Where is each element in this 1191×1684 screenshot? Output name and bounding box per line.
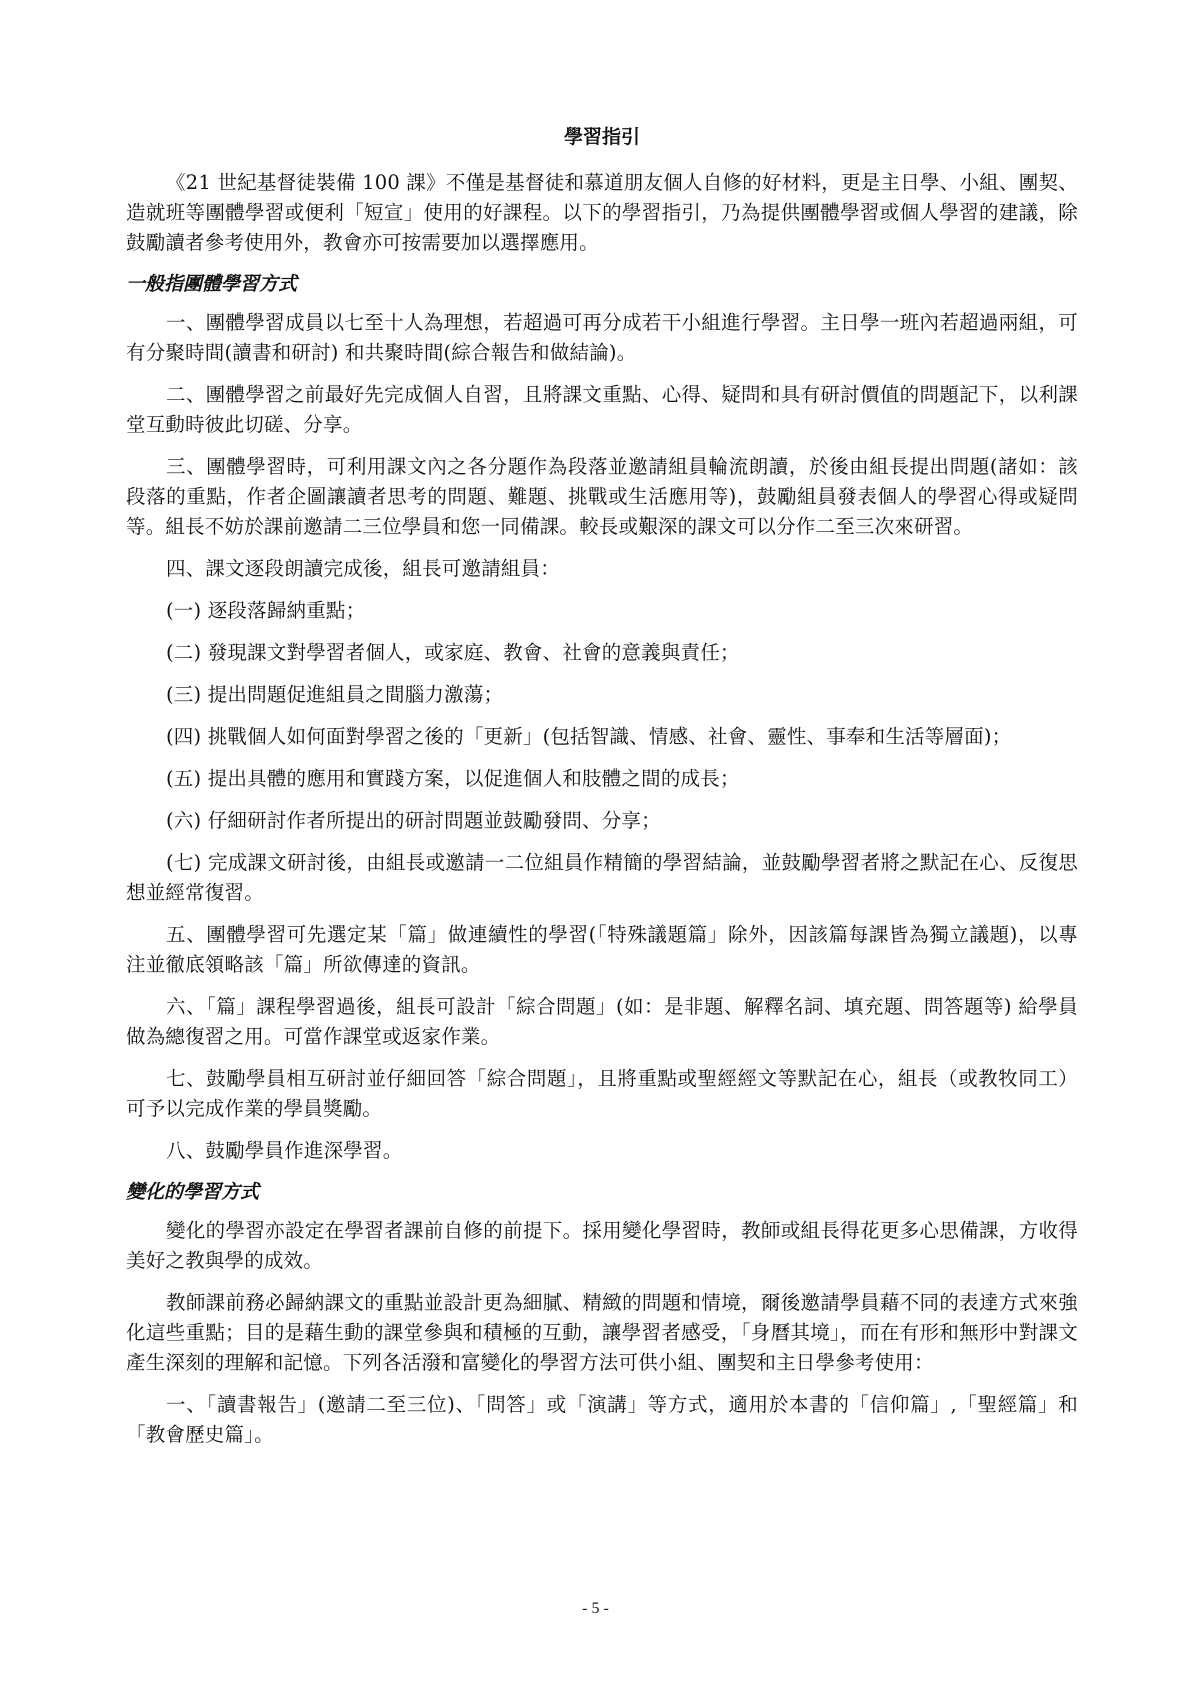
list-item: 六、「篇」課程學習過後，組長可設計「綜合問題」(如：是非題、解釋名詞、填充題、問答題等) 給學員做為總復習之用。可當作課堂或返家作業。 [126, 995, 1078, 1048]
list-item: 七、鼓勵學員相互研討並仔細回答「綜合問題」，且將重點或聖經經文等默記在心，組長（或教牧同工）可予以完成作業的學員獎勵。 [126, 1067, 1078, 1120]
sub-list-item: (一) 逐段落歸納重點； [166, 599, 366, 622]
page-title: 學習指引 [563, 126, 640, 148]
page-content [126, 124, 1078, 1462]
section-heading-group-learning: 一般指團體學習方式 [126, 273, 298, 295]
list-item: 二、團體學習之前最好先完成個人自習，且將課文重點、心得、疑問和具有研討價值的問題記下，以利課堂互動時彼此切磋、分享。 [126, 383, 1078, 436]
list-item: 八、鼓勵學員作進深學習。 [166, 1139, 403, 1162]
sub-list-item: (六) 仔細研討作者所提出的研討問題並鼓勵發問、分享； [166, 809, 661, 832]
body-paragraph: 一、「讀書報告」(邀請二至三位)、「問答」或「演講」等方式，適用於本書的「信仰篇」,「聖經篇」和「教會歷史篇」。 [126, 1393, 1078, 1446]
list-item: 五、團體學習可先選定某「篇」做連續性的學習(「特殊議題篇」除外，因該篇每課皆為獨立議題)，以專注並徹底領略該「篇」所欲傳達的資訊。 [126, 923, 1078, 976]
sub-list-item: (四) 挑戰個人如何面對學習之後的「更新」(包括智識、情感、社會、靈性、事奉和生活等層面)； [166, 725, 1012, 748]
section-heading-varied-learning: 變化的學習方式 [126, 1181, 260, 1203]
body-paragraph: 教師課前務必歸納課文的重點並設計更為細膩、精緻的問題和情境，爾後邀請學員藉不同的表達方式來強化這些重點；目的是藉生動的課堂參與和積極的互動，讓學習者感受，「身曆其境」，而在有形和無形中對課文產生深刻的理解和記憶。下列各活潑和富變化的學習方法可供小組、團契和主日學參考使用： [126, 1291, 1078, 1374]
list-item: 四、課文逐段朗讀完成後，組長可邀請組員： [166, 557, 561, 580]
sub-list-item: (七) 完成課文研討後，由組長或邀請一二位組員作精簡的學習結論，並鼓勵學習者將之默記在心、反復思想並經常復習。 [126, 851, 1078, 904]
sub-list-item: (二) 發現課文對學習者個人，或家庭、教會、社會的意義與責任； [166, 641, 740, 664]
list-item: 一、團體學習成員以七至十人為理想，若超過可再分成若干小組進行學習。主日學一班內若超過兩組，可有分聚時間(讀書和研討) 和共聚時間(綜合報告和做結論)。 [126, 311, 1078, 364]
sub-list-item: (三) 提出問題促進組員之間腦力激蕩； [166, 683, 504, 706]
sub-list-item: (五) 提出具體的應用和實踐方案，以促進個人和肢體之間的成長； [166, 767, 740, 790]
body-paragraph: 變化的學習亦設定在學習者課前自修的前提下。採用變化學習時，教師或組長得花更多心思備課，方收得美好之教與學的成效。 [126, 1219, 1078, 1272]
page-number: - 5 - [582, 1600, 609, 1617]
intro-paragraph: 《21 世紀基督徒裝備 100 課》不僅是基督徒和慕道朋友個人自修的好材料，更是主日學、小組、團契、造就班等團體學習或便利「短宣」使用的好課程。以下的學習指引，乃為提供團體學習或個人學習的建議，除鼓勵讀者參考使用外，教會亦可按需要加以選擇應用。 [126, 171, 1078, 254]
list-item: 三、團體學習時，可利用課文內之各分題作為段落並邀請組員輪流朗讀，於後由組長提出問題(諸如：該段落的重點，作者企圖讓讀者思考的問題、難題、挑戰或生活應用等)，鼓勵組員發表個人的學習心得或疑問等。組長不妨於課前邀請二三位學員和您一同備課。較長或艱深的課文可以分作二至三次來研習。 [126, 455, 1078, 538]
